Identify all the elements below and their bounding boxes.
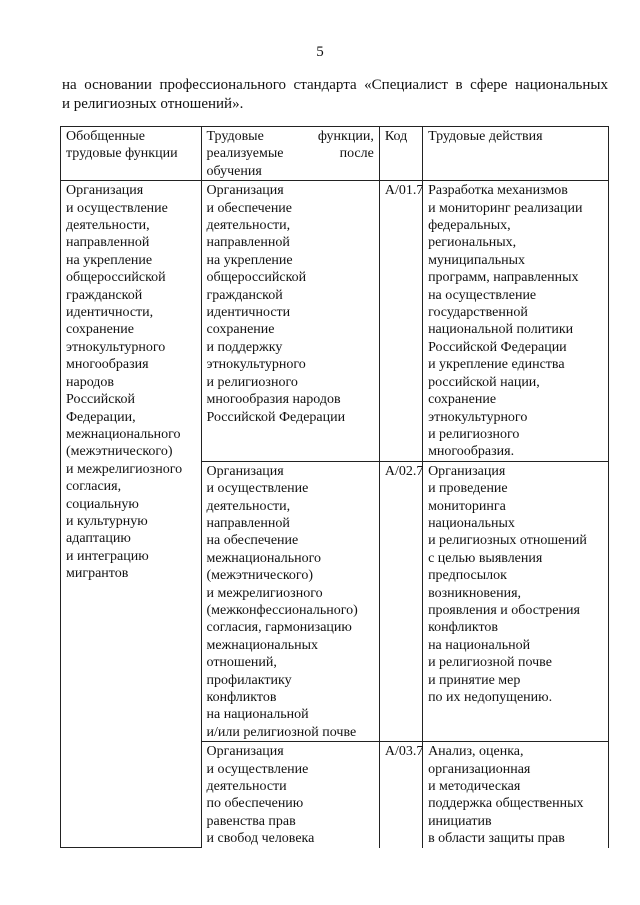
cell-line: по обеспечению [206, 796, 304, 812]
cell-line: направленной [206, 515, 290, 531]
cell-line: этнокультурного [66, 339, 166, 355]
cell-line: сохранение [66, 322, 134, 338]
cell-line: согласия, гармонизацию [206, 620, 352, 636]
code-cell: А/02.7 [379, 461, 422, 742]
cell-line: и свобод человека [206, 831, 315, 847]
cell-line: межнационального [206, 550, 322, 566]
cell-line: Организация [206, 463, 284, 479]
cell-line: и религиозного [428, 426, 520, 442]
cell-line: и осуществление [206, 761, 309, 777]
cell-line: и религиозной почве [428, 655, 552, 671]
cell-line: и религиозных отношений [428, 533, 587, 549]
cell-line: и принятие мер [428, 672, 521, 688]
labor-function-cell [201, 742, 379, 848]
header-text: Обобщенные [66, 129, 145, 144]
header-labor-actions: Трудовые действия [423, 127, 609, 181]
cell-line: профилактику [206, 672, 292, 688]
cell-line: Организация [206, 183, 284, 199]
cell-line: и мониторинг реализации [428, 200, 583, 216]
cell-line: и межрелигиозного [206, 585, 323, 601]
cell-line: идентичности [206, 305, 291, 321]
cell-line: Российской Федерации [206, 409, 346, 425]
cell-line: и религиозного [206, 374, 298, 390]
cell-line: возникновения, [428, 585, 522, 601]
cell-line: поддержка общественных [428, 796, 584, 812]
cell-line: направленной [206, 235, 290, 251]
cell-line: сохранение [428, 392, 497, 408]
intro-line-1: на основании профессионального стандарта «Специалист в сфере национальных [62, 77, 608, 93]
cell-line: и интеграцию [66, 548, 149, 564]
cell-line: мониторинга [428, 498, 506, 514]
cell-line: на осуществление [428, 287, 537, 303]
cell-line: инициатив [428, 813, 492, 829]
cell-line: общероссийской [66, 270, 166, 286]
cell-line: Российской [66, 392, 135, 408]
cell-line: многообразия. [428, 444, 515, 460]
cell-line: Организация [206, 744, 284, 760]
cell-line: многообразия [66, 357, 149, 373]
cell-line: федеральных, [428, 218, 511, 234]
labor-actions-cell [423, 742, 609, 848]
cell-line: и осуществление [66, 200, 168, 216]
cell-line: Федерации, [66, 409, 136, 425]
cell-line: и проведение [428, 481, 508, 497]
cell-line: и культурную [66, 513, 148, 529]
cell-line: отношений, [206, 655, 277, 671]
header-text: реализуемые после [206, 146, 374, 162]
cell-line: мигрантов [66, 566, 129, 582]
cell-line: предпосылок [428, 568, 507, 584]
cell-line: и обеспечение [206, 200, 293, 216]
cell-line: многообразия народов [206, 392, 341, 408]
cell-line: на национальной [206, 707, 309, 723]
cell-line: государственной [428, 305, 528, 321]
cell-line: социальную [66, 496, 139, 512]
cell-line: народов [66, 374, 115, 390]
cell-line: и методическая [428, 779, 521, 795]
cell-line: российской нации, [428, 374, 540, 390]
cell-line: Организация [428, 463, 506, 479]
cell-line: и осуществление [206, 481, 309, 497]
labor-functions-table [60, 126, 609, 848]
cell-line: гражданской [206, 287, 283, 303]
code-cell: А/03.7 [379, 742, 422, 848]
labor-actions-cell [423, 461, 609, 742]
cell-line: (межконфессионального) [206, 602, 358, 618]
cell-line: межнационального [66, 426, 181, 442]
cell-line: направленной [66, 235, 150, 251]
page-number: 5 [316, 44, 324, 60]
cell-line: по их недопущению. [428, 690, 553, 705]
header-text: обучения [206, 163, 262, 179]
cell-line: в области защиты прав [428, 831, 565, 847]
cell-line: проявления и обострения [428, 602, 580, 618]
cell-line: идентичности, [66, 305, 154, 321]
header-generalized-functions [61, 127, 202, 181]
cell-line: и укрепление единства [428, 357, 565, 373]
cell-line: организационная [428, 761, 531, 777]
labor-function-cell [201, 181, 379, 462]
table-header-row [61, 127, 609, 181]
cell-line: и/или религиозной почве [206, 724, 357, 740]
cell-line: деятельности, [206, 218, 291, 234]
cell-line: этнокультурного [428, 409, 528, 425]
header-text: Трудовые функции, [206, 129, 374, 144]
cell-line: гражданской [66, 287, 143, 303]
code-cell: А/01.7 [379, 181, 422, 462]
cell-line: национальных [428, 515, 515, 531]
cell-line: на национальной [428, 637, 531, 653]
cell-line: сохранение [206, 322, 275, 338]
table-row [61, 181, 609, 462]
cell-line: с целью выявления [428, 550, 543, 566]
header-labor-functions [201, 127, 379, 181]
cell-line: на укрепление [206, 252, 293, 268]
cell-line: этнокультурного [206, 357, 306, 373]
cell-line: на обеспечение [206, 533, 299, 549]
cell-line: на укрепление [66, 252, 153, 268]
cell-line: конфликтов [428, 620, 499, 636]
cell-line: деятельности [206, 779, 287, 795]
cell-line: Российской Федерации [428, 339, 567, 355]
labor-function-cell [201, 461, 379, 742]
intro-line-2: и религиозных отношений». [62, 96, 244, 112]
cell-line: межнациональных [206, 637, 319, 653]
cell-line: региональных, [428, 235, 517, 251]
cell-line: адаптацию [66, 531, 131, 547]
cell-line: согласия, [66, 479, 122, 495]
generalized-function-cell [61, 181, 202, 848]
cell-line: Организация [66, 183, 144, 199]
cell-line: и поддержку [206, 339, 283, 355]
labor-actions-cell [423, 181, 609, 462]
cell-line: деятельности, [66, 218, 150, 234]
cell-line: муниципальных [428, 252, 525, 268]
cell-line: программ, направленных [428, 270, 579, 286]
intro-paragraph [62, 76, 608, 114]
cell-line: национальной политики [428, 322, 574, 338]
cell-line: общероссийской [206, 270, 307, 286]
cell-line: равенства прав [206, 813, 296, 829]
cell-line: конфликтов [206, 690, 277, 705]
cell-line: деятельности, [206, 498, 291, 514]
cell-line: (межэтнического) [66, 444, 173, 460]
header-code: Код [379, 127, 422, 181]
cell-line: Разработка механизмов [428, 183, 568, 199]
cell-line: и межрелигиозного [66, 461, 183, 477]
header-text: трудовые функции [66, 146, 178, 162]
cell-line: (межэтнического) [206, 568, 313, 584]
cell-line: Анализ, оценка, [428, 744, 524, 760]
